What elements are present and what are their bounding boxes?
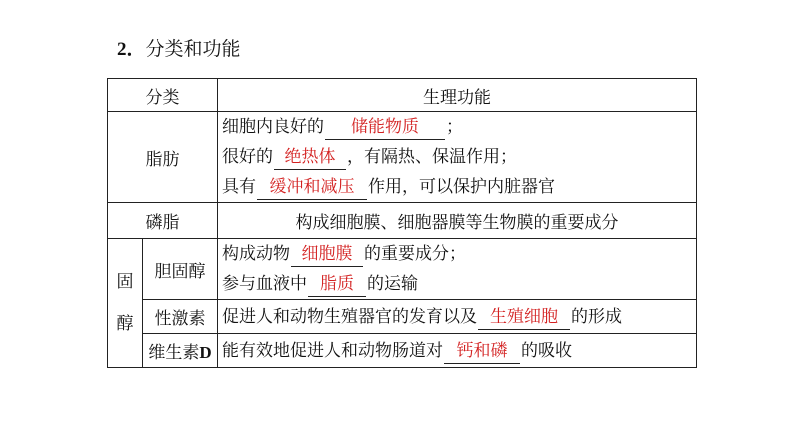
fat-answer-2: 绝热体 (274, 145, 346, 170)
sterol-char-2: 醇 (116, 314, 134, 334)
fat-line-2-suffix: ，有隔热、保温作用； (347, 147, 517, 167)
sex-hormone-function (218, 300, 697, 334)
cholesterol-functions (218, 239, 697, 300)
section-title: 分类和功能 (145, 38, 241, 60)
phospholipid-name: 磷脂 (108, 203, 218, 239)
section-heading (117, 34, 241, 61)
phospholipid-function: 构成细胞膜、细胞器膜等生物膜的重要成分 (218, 203, 697, 239)
fat-line-2 (222, 142, 692, 172)
fat-line-2-prefix: 很好的 (222, 147, 273, 167)
sex-hormone-prefix: 促进人和动物生殖器官的发育以及 (222, 306, 477, 327)
vitamin-d-function (218, 334, 697, 368)
sex-hormone-row (108, 300, 697, 334)
fat-row (108, 112, 697, 203)
fat-line-3 (222, 172, 692, 202)
fat-line-1-suffix: ； (446, 117, 463, 137)
vitamin-d-answer: 钙和磷 (444, 339, 520, 364)
vitamin-d-prefix: 能有效地促进人和动物肠道对 (222, 340, 443, 361)
sex-hormone-line (222, 302, 692, 332)
fat-line-3-prefix: 具有 (222, 177, 256, 197)
fat-answer-1: 储能物质 (325, 115, 445, 140)
section-number: 2． (117, 39, 146, 60)
cholesterol-line-2-prefix: 参与血液中 (222, 274, 307, 294)
fat-line-1 (222, 112, 692, 142)
vitamin-d-name (143, 334, 218, 368)
vitamin-d-letter: D (199, 343, 212, 362)
cholesterol-row (108, 239, 697, 300)
fat-functions (218, 112, 697, 203)
header-function: 生理功能 (218, 79, 697, 112)
cholesterol-name: 胆固醇 (143, 239, 218, 300)
vitamin-d-name-text: 维生素 (148, 343, 200, 363)
header-category: 分类 (108, 79, 218, 112)
phospholipid-row (108, 203, 697, 239)
cholesterol-line-1-prefix: 构成动物 (222, 244, 290, 264)
vitamin-d-row (108, 334, 697, 368)
cholesterol-answer-2: 脂质 (308, 272, 366, 297)
cholesterol-answer-1: 细胞膜 (291, 242, 363, 267)
sterol-char-1: 固 (116, 272, 134, 292)
cholesterol-line-2-suffix: 的运输 (367, 274, 418, 294)
sex-hormone-answer: 生殖细胞 (478, 305, 570, 330)
fat-line-1-prefix: 细胞内良好的 (222, 117, 324, 137)
lipid-function-table (107, 78, 697, 368)
vitamin-d-suffix: 的吸收 (521, 340, 572, 361)
sex-hormone-name: 性激素 (143, 300, 218, 334)
cholesterol-line-2 (222, 269, 692, 299)
sterol-group-label (108, 239, 143, 368)
cholesterol-line-1 (222, 239, 692, 269)
sex-hormone-suffix: 的形成 (571, 306, 622, 327)
header-row (108, 79, 697, 112)
fat-answer-3: 缓冲和减压 (257, 175, 367, 200)
vitamin-d-line (222, 336, 692, 366)
fat-line-3-suffix: 作用，可以保护内脏器官 (368, 177, 555, 197)
cholesterol-line-1-suffix: 的重要成分； (364, 244, 466, 264)
fat-name: 脂肪 (108, 112, 218, 203)
